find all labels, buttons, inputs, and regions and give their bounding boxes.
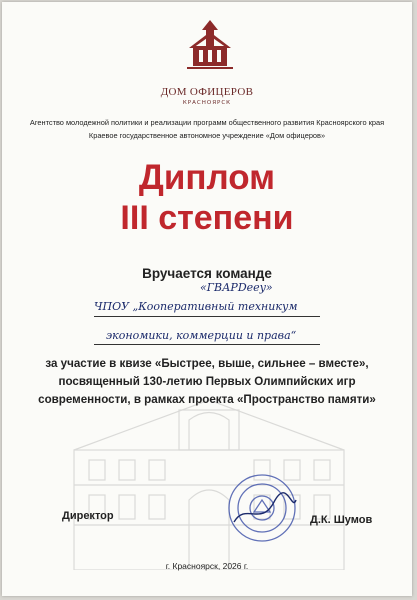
award-description	[2, 355, 412, 409]
agency-line-1: Агентство молодежной политики и реализации программ общественного развития Красноярского края	[29, 118, 385, 127]
awarded-to-label: Вручается команде	[142, 266, 272, 281]
diploma-sheet	[2, 2, 412, 596]
agency-line-2: Краевое государственное автономное учреждение «Дом офицеров»	[88, 131, 326, 140]
city-and-year: г. Красноярск, 2026 г.	[165, 561, 249, 571]
team-name-handwritten: «ГВАРDeey»	[200, 281, 273, 294]
fill-line-1	[94, 316, 320, 317]
director-label: Директор	[62, 510, 114, 522]
diploma-degree: III степени	[120, 199, 294, 237]
official-stamp-icon	[226, 472, 298, 544]
institution-handwritten-line-1: ЧПОУ „Кооперативный техникум	[94, 300, 298, 313]
fill-line-2	[94, 344, 320, 345]
institution-handwritten-line-2: экономики, коммерции и права“	[106, 329, 297, 342]
diploma-title: Диплом	[138, 158, 276, 197]
dom-ofitserov-logo-icon	[185, 18, 235, 84]
description-line-1: за участие в квизе «Быстрее, выше, сильнее – вместе»,	[45, 357, 369, 370]
description-line-3: современности, в рамках проекта «Пространство памяти»	[38, 393, 376, 406]
organization-city: КРАСНОЯРСК	[182, 100, 232, 106]
organization-name: ДОМ ОФИЦЕРОВ	[160, 86, 254, 98]
description-line-2: посвященный 130-летию Первых Олимпийских игр	[58, 375, 356, 388]
director-name: Д.К. Шумов	[310, 514, 373, 526]
